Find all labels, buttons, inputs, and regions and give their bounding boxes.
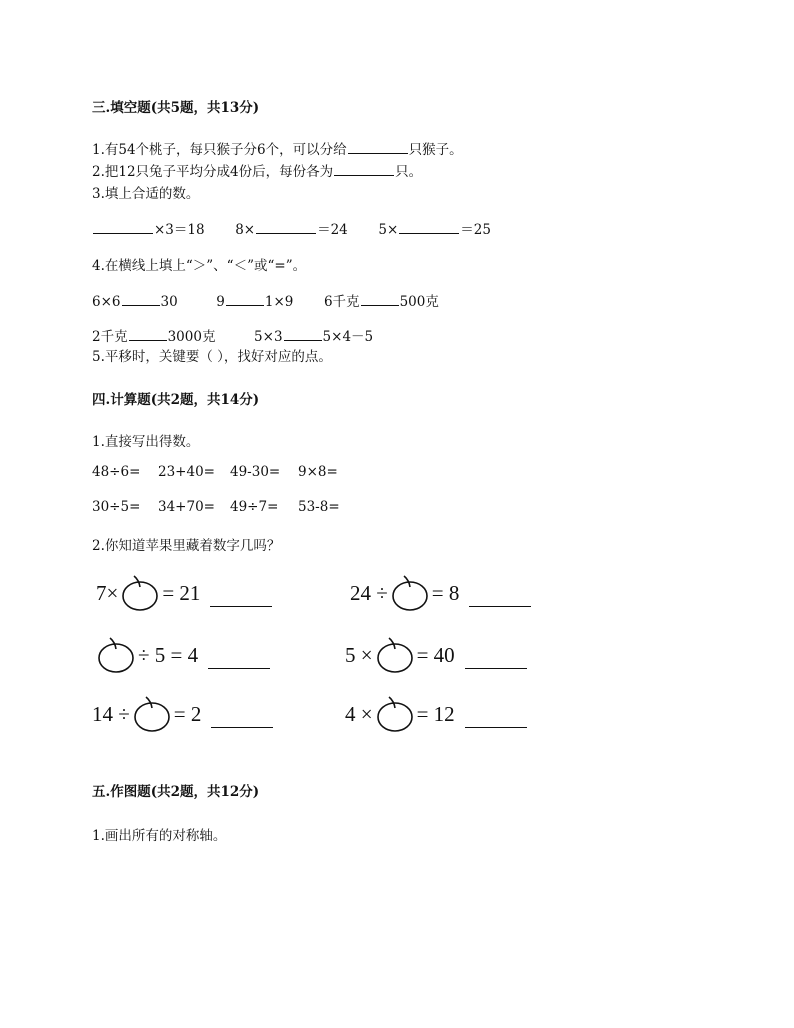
answer-blank[interactable] [256,232,316,234]
answer-blank[interactable] [284,339,322,341]
s3-q3-equations: ×3＝18 8× ＝24 5× ＝25 [92,218,491,238]
apple-icon [132,695,172,733]
s3-question-1: 1.有54个桃子，每只猴子分6个，可以分给 只猴子。 [92,142,463,158]
answer-line[interactable] [208,668,270,669]
apple-icon [375,695,415,733]
answer-blank[interactable] [348,152,408,154]
answer-blank[interactable] [399,232,459,234]
section-4-title: 四.计算题(共2题，共14分) [92,392,260,408]
answer-blank[interactable] [226,304,264,306]
apple-icon [390,574,430,612]
s3-question-4: 4.在横线上填上“＞”、“＜”或“=”。 [92,258,307,274]
apple-icon [96,636,136,674]
s3-q4-row-1: 6×6 30 9 1×9 6千克 500克 [92,294,439,310]
answer-line[interactable] [211,727,273,728]
answer-blank[interactable] [93,232,153,234]
s5-question-1: 1.画出所有的对称轴。 [92,828,227,844]
apple-equation: 24 ÷ = 8 [350,574,531,612]
apple-equation: 5 × = 40 [345,636,527,674]
apple-icon [120,574,160,612]
section-5-title: 五.作图题(共2题，共12分) [92,784,260,800]
s3-q4-row-2: 2千克 3000克 5×3 5×4－5 [92,329,374,345]
s4-row-2: 30÷5= 34+70= 49÷7= 53-8= [92,499,340,515]
section-3-title: 三.填空题(共5题，共13分) [92,100,260,116]
s4-question-2: 2.你知道苹果里藏着数字几吗？ [92,538,281,554]
s4-row-1: 48÷6= 23+40= 49-30= 9×8= [92,464,338,480]
apple-equation: 14 ÷ = 2 [92,695,273,733]
apple-equation: ÷ 5 = 4 [94,636,270,674]
apple-equation: 7× = 21 [96,574,272,612]
apple-icon [375,636,415,674]
answer-line[interactable] [465,727,527,728]
answer-blank[interactable] [122,304,160,306]
s3-question-2: 2.把12只兔子平均分成4份后，每份各为 只。 [92,164,423,180]
answer-line[interactable] [465,668,527,669]
answer-blank[interactable] [129,339,167,341]
answer-line[interactable] [469,606,531,607]
s3-question-5: 5.平移时，关键要（ ），找好对应的点。 [92,349,332,365]
apple-equation: 4 × = 12 [345,695,527,733]
answer-blank[interactable] [334,174,394,176]
answer-blank[interactable] [361,304,399,306]
s4-question-1: 1.直接写出得数。 [92,434,200,450]
s3-question-3: 3.填上合适的数。 [92,186,200,202]
answer-line[interactable] [210,606,272,607]
